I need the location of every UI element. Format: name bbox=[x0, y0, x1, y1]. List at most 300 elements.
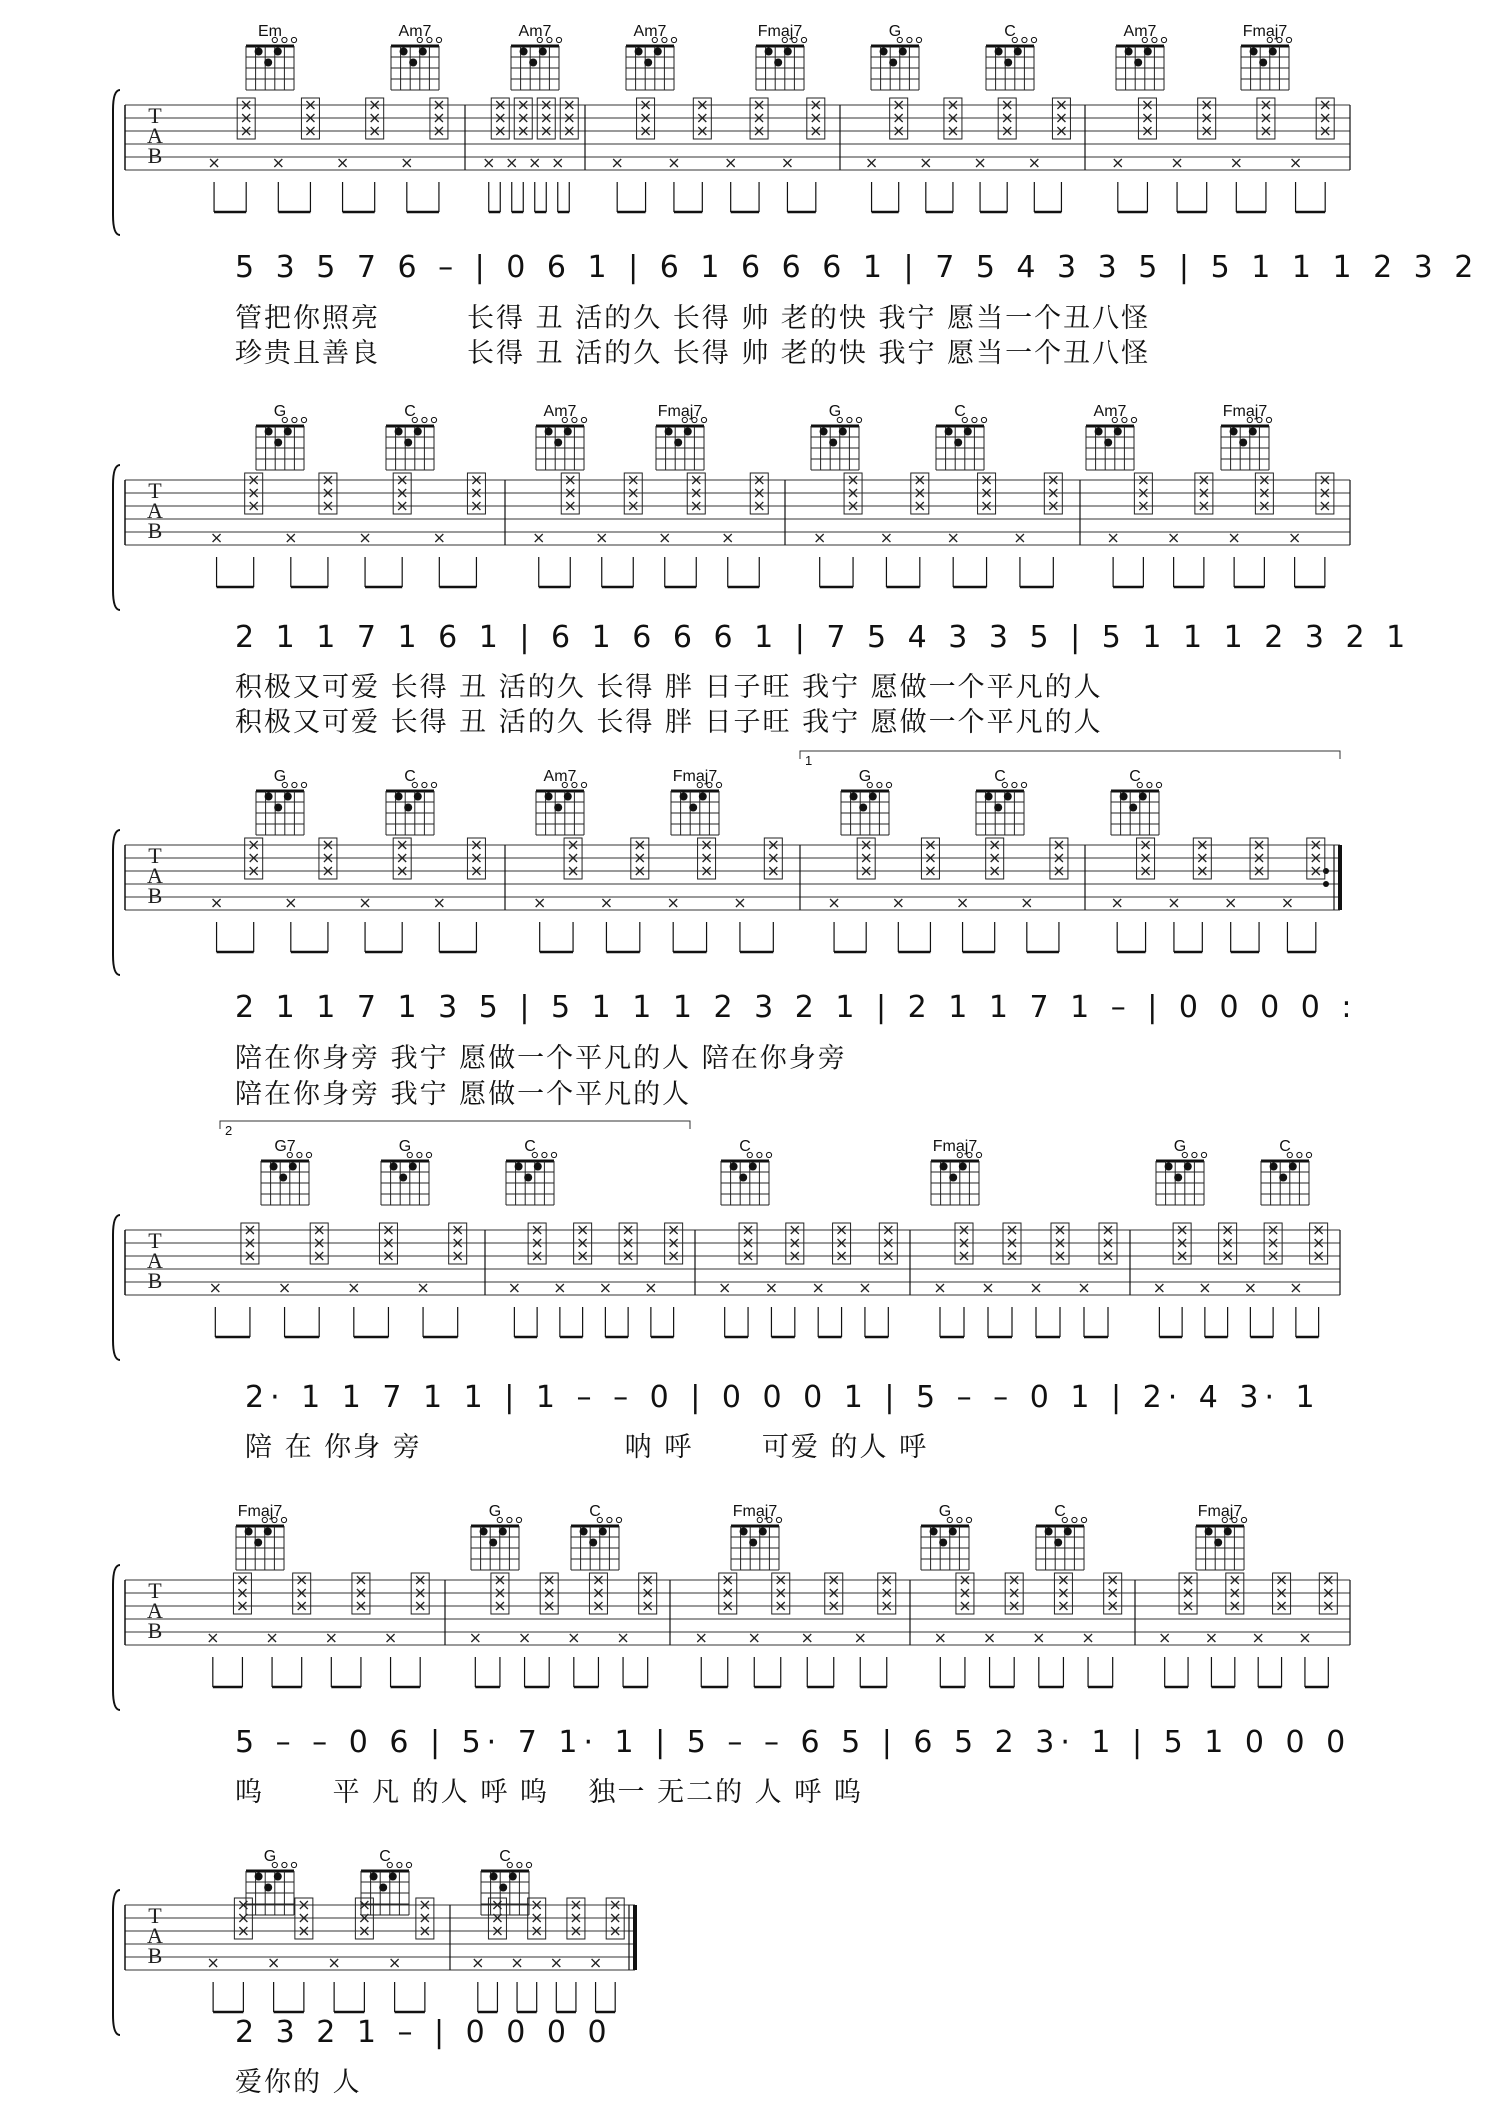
strum-mark bbox=[1227, 899, 1235, 907]
finger-dot bbox=[1054, 1539, 1062, 1547]
tab-clef-letter: A bbox=[147, 123, 163, 148]
finger-dot bbox=[545, 793, 553, 801]
system-bracket bbox=[113, 1890, 120, 2035]
finger-dot bbox=[859, 804, 867, 812]
chord-name: G bbox=[263, 1848, 277, 1865]
chord-diagram bbox=[656, 403, 707, 470]
strum-mark bbox=[521, 1634, 529, 1642]
finger-dot bbox=[1114, 428, 1122, 436]
chord-diagram bbox=[1086, 403, 1137, 470]
tab-clef-letter: A bbox=[147, 1598, 163, 1623]
finger-dot bbox=[1134, 59, 1142, 67]
finger-dot bbox=[274, 1873, 282, 1881]
strum-mark bbox=[598, 534, 606, 542]
strum-mark bbox=[882, 534, 890, 542]
strum-mark bbox=[536, 899, 544, 907]
lyric-line: 积极又可爱 长得 丑 活的久 长得 胖 日子旺 我宁 愿做一个平凡的人 bbox=[235, 672, 1103, 703]
finger-dot bbox=[274, 804, 282, 812]
strum-mark bbox=[1030, 159, 1038, 167]
chord-diagram bbox=[931, 1138, 982, 1205]
finger-dot bbox=[1064, 1528, 1072, 1536]
numbered-notation-line: 5 3 5 7 6 – | 0 6 1 | 6 1 6 6 6 1 | 7 5 4 3 3 5 | 5 1 1 1 2 3 2 bbox=[235, 250, 1480, 285]
strum-mark bbox=[1023, 899, 1031, 907]
chord-diagram bbox=[976, 768, 1027, 835]
finger-dot bbox=[730, 1163, 738, 1171]
chord-name: C bbox=[1279, 1138, 1291, 1155]
finger-dot bbox=[839, 428, 847, 436]
strum-mark bbox=[1080, 1284, 1088, 1292]
finger-dot bbox=[379, 1884, 387, 1892]
chord-name: G bbox=[488, 1503, 502, 1520]
lyric-line: 积极又可爱 长得 丑 活的久 长得 胖 日子旺 我宁 愿做一个平凡的人 bbox=[235, 707, 1103, 738]
strum-mark bbox=[387, 1634, 395, 1642]
finger-dot bbox=[254, 1539, 262, 1547]
chord-diagram bbox=[756, 23, 807, 90]
strum-mark bbox=[270, 1959, 278, 1967]
strum-mark bbox=[1246, 1284, 1254, 1292]
finger-dot bbox=[1270, 1163, 1278, 1171]
system-bracket bbox=[113, 1215, 120, 1360]
strum-mark bbox=[783, 159, 791, 167]
finger-dot bbox=[959, 1163, 967, 1171]
chord-name: C bbox=[379, 1848, 391, 1865]
chord-diagram bbox=[506, 1138, 557, 1205]
strum-mark bbox=[830, 899, 838, 907]
chord-diagram bbox=[381, 1138, 432, 1205]
system-1 bbox=[0, 0, 1500, 290]
strum-mark bbox=[361, 534, 369, 542]
tab-clef-letter: B bbox=[147, 1943, 163, 1968]
finger-dot bbox=[1269, 48, 1277, 56]
numbered-notation-line: 2· 1 1 7 1 1 | 1 – – 0 | 0 0 0 1 | 5 – – 0 1 | 2· 4 3· 1 bbox=[245, 1380, 1321, 1415]
chord-name: Am7 bbox=[518, 23, 552, 40]
strum-mark bbox=[1155, 1284, 1163, 1292]
finger-dot bbox=[1214, 1539, 1222, 1547]
strum-mark bbox=[894, 899, 902, 907]
strum-mark bbox=[767, 1284, 775, 1292]
system-bracket bbox=[113, 830, 120, 975]
chord-name: C bbox=[994, 768, 1006, 785]
finger-dot bbox=[1129, 804, 1137, 812]
strum-mark bbox=[554, 159, 562, 167]
strum-mark bbox=[210, 159, 218, 167]
finger-dot bbox=[390, 1163, 398, 1171]
system-6 bbox=[0, 1825, 1500, 2085]
strum-mark bbox=[868, 159, 876, 167]
chord-diagram bbox=[256, 768, 307, 835]
strum-mark bbox=[361, 899, 369, 907]
strum-mark bbox=[213, 899, 221, 907]
strum-mark bbox=[986, 1634, 994, 1642]
strum-mark bbox=[391, 1959, 399, 1967]
strum-mark bbox=[1301, 1634, 1309, 1642]
chord-name: C bbox=[499, 1848, 511, 1865]
finger-dot bbox=[689, 804, 697, 812]
finger-dot bbox=[395, 428, 403, 436]
chord-diagram bbox=[1221, 403, 1272, 470]
finger-dot bbox=[289, 1163, 297, 1171]
lyric-line: 陪 在 你身 旁 呐 呼 可爱 的人 呼 bbox=[245, 1432, 929, 1463]
finger-dot bbox=[1139, 793, 1147, 801]
finger-dot bbox=[1104, 439, 1112, 447]
strum-mark bbox=[727, 159, 735, 167]
finger-dot bbox=[564, 428, 572, 436]
strum-mark bbox=[949, 534, 957, 542]
strum-mark bbox=[1232, 159, 1240, 167]
finger-dot bbox=[765, 48, 773, 56]
finger-dot bbox=[985, 793, 993, 801]
finger-dot bbox=[489, 1539, 497, 1547]
finger-dot bbox=[564, 793, 572, 801]
strum-mark bbox=[1016, 534, 1024, 542]
finger-dot bbox=[499, 1528, 507, 1536]
finger-dot bbox=[409, 59, 417, 67]
strum-mark bbox=[984, 1284, 992, 1292]
chord-name: G bbox=[858, 768, 872, 785]
finger-dot bbox=[520, 48, 528, 56]
tab-clef-letter: B bbox=[147, 1618, 163, 1643]
strum-mark bbox=[510, 1284, 518, 1292]
finger-dot bbox=[930, 1528, 938, 1536]
chord-diagram bbox=[1036, 1503, 1087, 1570]
chord-name: Am7 bbox=[1123, 23, 1157, 40]
chord-diagram bbox=[571, 1503, 622, 1570]
chord-name: Am7 bbox=[543, 768, 577, 785]
system-5 bbox=[0, 1480, 1500, 1770]
chord-diagram bbox=[536, 403, 587, 470]
finger-dot bbox=[389, 1873, 397, 1881]
finger-dot bbox=[899, 48, 907, 56]
finger-dot bbox=[515, 1163, 523, 1171]
finger-dot bbox=[580, 1528, 588, 1536]
strum-mark bbox=[592, 1959, 600, 1967]
finger-dot bbox=[404, 804, 412, 812]
finger-dot bbox=[264, 1528, 272, 1536]
system-2 bbox=[0, 380, 1500, 670]
chord-diagram bbox=[386, 768, 437, 835]
strum-mark bbox=[697, 1634, 705, 1642]
strum-mark bbox=[535, 534, 543, 542]
chord-name: C bbox=[739, 1138, 751, 1155]
strum-mark bbox=[209, 1959, 217, 1967]
finger-dot bbox=[954, 439, 962, 447]
strum-mark bbox=[1032, 1284, 1040, 1292]
finger-dot bbox=[539, 48, 547, 56]
chord-name: C bbox=[1129, 768, 1141, 785]
strum-mark bbox=[268, 1634, 276, 1642]
chord-diagram bbox=[731, 1503, 782, 1570]
tab-clef-letter: T bbox=[148, 103, 162, 128]
finger-dot bbox=[264, 59, 272, 67]
finger-dot bbox=[939, 1539, 947, 1547]
chord-name: G bbox=[828, 403, 842, 420]
tab-system-1 bbox=[0, 0, 1500, 290]
strum-mark bbox=[508, 159, 516, 167]
chord-name: Em bbox=[258, 23, 282, 40]
chord-diagram bbox=[986, 23, 1037, 90]
strum-mark bbox=[552, 1959, 560, 1967]
strum-mark bbox=[213, 534, 221, 542]
chord-diagram bbox=[261, 1138, 312, 1205]
finger-dot bbox=[534, 1163, 542, 1171]
chord-name: Fmaj7 bbox=[237, 1503, 283, 1520]
chord-name: Fmaj7 bbox=[1222, 403, 1268, 420]
chord-name: G bbox=[888, 23, 902, 40]
chord-name: G7 bbox=[274, 1138, 296, 1155]
finger-dot bbox=[1279, 1174, 1287, 1182]
strum-mark bbox=[471, 1634, 479, 1642]
finger-dot bbox=[820, 428, 828, 436]
finger-dot bbox=[509, 1873, 517, 1881]
finger-dot bbox=[265, 428, 273, 436]
tab-clef-letter: B bbox=[147, 883, 163, 908]
finger-dot bbox=[265, 793, 273, 801]
finger-dot bbox=[749, 1539, 757, 1547]
tab-system-4 bbox=[0, 1115, 1500, 1405]
chord-diagram bbox=[246, 23, 297, 90]
finger-dot bbox=[1045, 1528, 1053, 1536]
finger-dot bbox=[1250, 48, 1258, 56]
chord-diagram bbox=[811, 403, 862, 470]
tab-clef-letter: A bbox=[147, 1248, 163, 1273]
strum-mark bbox=[1161, 1634, 1169, 1642]
volta-number: 1 bbox=[805, 753, 813, 768]
finger-dot bbox=[1249, 428, 1257, 436]
finger-dot bbox=[1165, 1163, 1173, 1171]
volta-bracket bbox=[220, 1121, 690, 1129]
finger-dot bbox=[279, 1174, 287, 1182]
finger-dot bbox=[1095, 428, 1103, 436]
chord-name: C bbox=[404, 403, 416, 420]
strum-mark bbox=[1283, 899, 1291, 907]
chord-name: Fmaj7 bbox=[757, 23, 803, 40]
finger-dot bbox=[784, 48, 792, 56]
finger-dot bbox=[270, 1163, 278, 1171]
strum-mark bbox=[1170, 899, 1178, 907]
finger-dot bbox=[994, 804, 1002, 812]
tab-clef-letter: T bbox=[148, 478, 162, 503]
strum-mark bbox=[814, 1284, 822, 1292]
tab-clef-letter: B bbox=[147, 1268, 163, 1293]
finger-dot bbox=[1289, 1163, 1297, 1171]
strum-mark bbox=[1173, 159, 1181, 167]
finger-dot bbox=[419, 48, 427, 56]
finger-dot bbox=[499, 1884, 507, 1892]
chord-diagram bbox=[536, 768, 587, 835]
chord-diagram bbox=[871, 23, 922, 90]
strum-mark bbox=[1254, 1634, 1262, 1642]
chord-name: G bbox=[273, 403, 287, 420]
finger-dot bbox=[880, 48, 888, 56]
finger-dot bbox=[524, 1174, 532, 1182]
finger-dot bbox=[414, 428, 422, 436]
strum-mark bbox=[330, 1959, 338, 1967]
chord-name: Fmaj7 bbox=[672, 768, 718, 785]
tab-clef-letter: T bbox=[148, 1903, 162, 1928]
lyric-line: 管把你照亮 长得 丑 活的久 长得 帅 老的快 我宁 愿当一个丑八怪 bbox=[235, 303, 1151, 334]
chord-name: Am7 bbox=[633, 23, 667, 40]
chord-diagram bbox=[391, 23, 442, 90]
strum-mark bbox=[209, 1634, 217, 1642]
tab-system-6 bbox=[0, 1825, 1500, 2085]
chord-diagram bbox=[386, 403, 437, 470]
finger-dot bbox=[1259, 59, 1267, 67]
tab-clef-letter: T bbox=[148, 843, 162, 868]
strum-mark bbox=[1207, 1634, 1215, 1642]
finger-dot bbox=[284, 793, 292, 801]
tab-clef-letter: B bbox=[147, 518, 163, 543]
strum-mark bbox=[339, 159, 347, 167]
chord-name: C bbox=[954, 403, 966, 420]
strum-mark bbox=[287, 899, 295, 907]
strum-mark bbox=[1201, 1284, 1209, 1292]
finger-dot bbox=[699, 793, 707, 801]
strum-mark bbox=[601, 1284, 609, 1292]
finger-dot bbox=[1125, 48, 1133, 56]
strum-mark bbox=[936, 1284, 944, 1292]
chord-diagram bbox=[1116, 23, 1167, 90]
finger-dot bbox=[1224, 1528, 1232, 1536]
finger-dot bbox=[759, 1528, 767, 1536]
lyric-line: 陪在你身旁 我宁 愿做一个平凡的人 陪在你身旁 bbox=[235, 1043, 847, 1074]
chord-diagram bbox=[936, 403, 987, 470]
chord-name: Am7 bbox=[398, 23, 432, 40]
finger-dot bbox=[739, 1174, 747, 1182]
volta-bracket bbox=[800, 751, 1340, 759]
finger-dot bbox=[245, 1528, 253, 1536]
finger-dot bbox=[635, 48, 643, 56]
chord-name: Fmaj7 bbox=[932, 1138, 978, 1155]
chord-name: C bbox=[404, 768, 416, 785]
finger-dot bbox=[589, 1539, 597, 1547]
finger-dot bbox=[284, 428, 292, 436]
chord-diagram bbox=[1156, 1138, 1207, 1205]
finger-dot bbox=[889, 59, 897, 67]
chord-name: Fmaj7 bbox=[732, 1503, 778, 1520]
chord-name: C bbox=[524, 1138, 536, 1155]
finger-dot bbox=[945, 428, 953, 436]
strum-mark bbox=[1035, 1634, 1043, 1642]
strum-mark bbox=[647, 1284, 655, 1292]
chord-name: Am7 bbox=[543, 403, 577, 420]
volta-number: 2 bbox=[225, 1123, 233, 1138]
finger-dot bbox=[995, 48, 1003, 56]
finger-dot bbox=[529, 59, 537, 67]
chord-diagram bbox=[671, 768, 722, 835]
chord-diagram bbox=[256, 403, 307, 470]
strum-mark bbox=[485, 159, 493, 167]
strum-mark bbox=[570, 1634, 578, 1642]
strum-mark bbox=[724, 534, 732, 542]
finger-dot bbox=[404, 439, 412, 447]
finger-dot bbox=[554, 439, 562, 447]
chord-name: G bbox=[273, 768, 287, 785]
chord-name: C bbox=[1054, 1503, 1066, 1520]
strum-mark bbox=[959, 899, 967, 907]
strum-mark bbox=[856, 1634, 864, 1642]
chord-diagram bbox=[626, 23, 677, 90]
strum-mark bbox=[1292, 159, 1300, 167]
strum-mark bbox=[803, 1634, 811, 1642]
strum-mark bbox=[1230, 534, 1238, 542]
numbered-notation-line: 2 1 1 7 1 3 5 | 5 1 1 1 2 3 2 1 | 2 1 1 7 1 – | 0 0 0 0 : bbox=[235, 990, 1358, 1025]
strum-mark bbox=[602, 899, 610, 907]
strum-mark bbox=[403, 159, 411, 167]
strum-mark bbox=[861, 1284, 869, 1292]
strum-mark bbox=[281, 1284, 289, 1292]
strum-mark bbox=[350, 1284, 358, 1292]
chord-diagram bbox=[841, 768, 892, 835]
strum-mark bbox=[661, 534, 669, 542]
finger-dot bbox=[674, 439, 682, 447]
lyric-line: 珍贵且善良 长得 丑 活的久 长得 帅 老的快 我宁 愿当一个丑八怪 bbox=[235, 338, 1151, 369]
strum-mark bbox=[1109, 534, 1117, 542]
finger-dot bbox=[740, 1528, 748, 1536]
tab-clef-letter: T bbox=[148, 1578, 162, 1603]
finger-dot bbox=[949, 1528, 957, 1536]
strum-mark bbox=[816, 534, 824, 542]
finger-dot bbox=[1205, 1528, 1213, 1536]
chord-diagram bbox=[921, 1503, 972, 1570]
chord-name: G bbox=[398, 1138, 412, 1155]
tab-clef-letter: T bbox=[148, 1228, 162, 1253]
finger-dot bbox=[1230, 428, 1238, 436]
finger-dot bbox=[1004, 59, 1012, 67]
finger-dot bbox=[480, 1528, 488, 1536]
chord-name: G bbox=[1173, 1138, 1187, 1155]
finger-dot bbox=[949, 1174, 957, 1182]
strum-mark bbox=[435, 534, 443, 542]
finger-dot bbox=[940, 1163, 948, 1171]
finger-dot bbox=[774, 59, 782, 67]
strum-mark bbox=[750, 1634, 758, 1642]
strum-mark bbox=[513, 1959, 521, 1967]
numbered-notation-line: 2 1 1 7 1 6 1 | 6 1 6 6 6 1 | 7 5 4 3 3 5 | 5 1 1 1 2 3 2 1 bbox=[235, 620, 1412, 655]
finger-dot bbox=[964, 428, 972, 436]
strum-mark bbox=[435, 899, 443, 907]
finger-dot bbox=[1144, 48, 1152, 56]
chord-name: C bbox=[589, 1503, 601, 1520]
tab-clef-letter: A bbox=[147, 1923, 163, 1948]
tab-clef-letter: B bbox=[147, 143, 163, 168]
strum-mark bbox=[1084, 1634, 1092, 1642]
finger-dot bbox=[1239, 439, 1247, 447]
strum-mark bbox=[274, 159, 282, 167]
chord-diagram bbox=[1196, 1503, 1247, 1570]
finger-dot bbox=[1174, 1174, 1182, 1182]
system-bracket bbox=[113, 1565, 120, 1710]
finger-dot bbox=[274, 439, 282, 447]
numbered-notation-line: 2 3 2 1 – | 0 0 0 0 bbox=[235, 2015, 613, 2050]
system-bracket bbox=[113, 90, 120, 235]
strum-mark bbox=[531, 159, 539, 167]
finger-dot bbox=[644, 59, 652, 67]
chord-diagram bbox=[236, 1503, 287, 1570]
strum-mark bbox=[287, 534, 295, 542]
strum-mark bbox=[1292, 1284, 1300, 1292]
finger-dot bbox=[1004, 793, 1012, 801]
finger-dot bbox=[829, 439, 837, 447]
strum-mark bbox=[1291, 534, 1299, 542]
finger-dot bbox=[414, 793, 422, 801]
numbered-notation-line: 5 – – 0 6 | 5· 7 1· 1 | 5 – – 6 5 | 6 5 2 3· 1 | 5 1 0 0 0 bbox=[235, 1725, 1352, 1760]
finger-dot bbox=[684, 428, 692, 436]
chord-diagram bbox=[1241, 23, 1292, 90]
finger-dot bbox=[409, 1163, 417, 1171]
finger-dot bbox=[1014, 48, 1022, 56]
chord-name: G bbox=[938, 1503, 952, 1520]
finger-dot bbox=[399, 1174, 407, 1182]
